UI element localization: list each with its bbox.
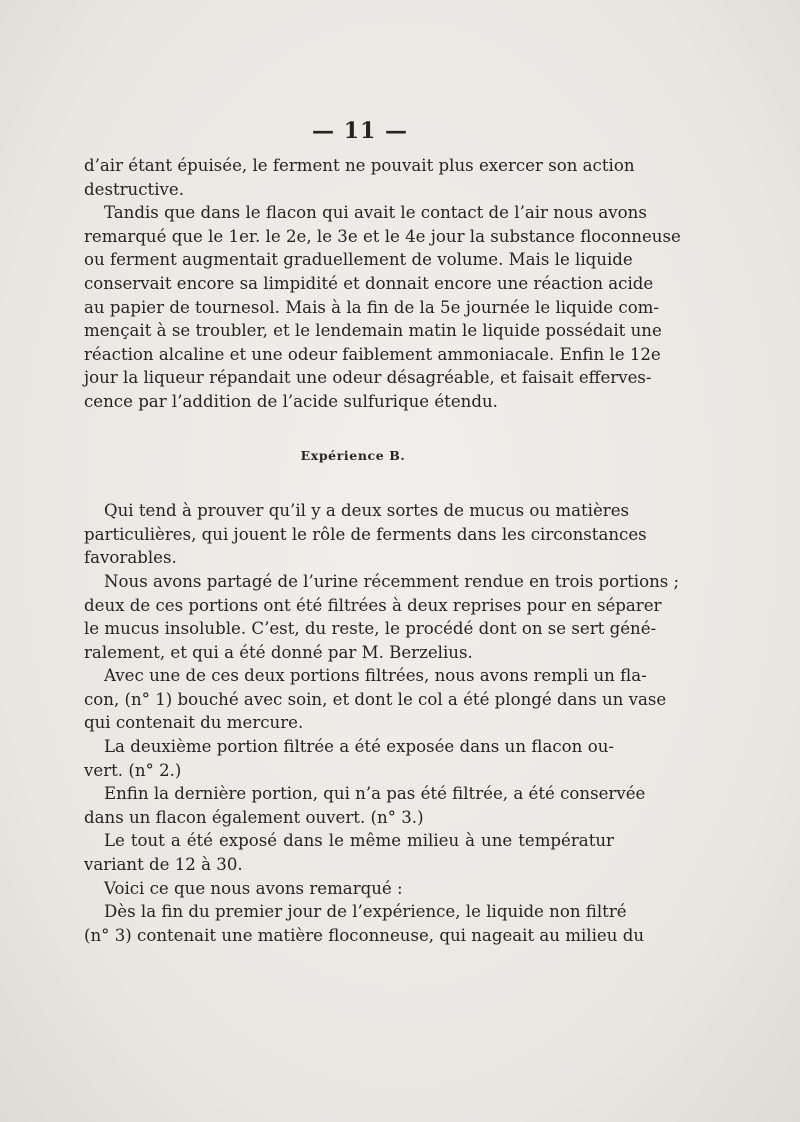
paragraph — [84, 782, 646, 829]
text-line: réaction alcaline et une odeur faiblement ammoniacale. Enfin le 12e — [84, 344, 661, 364]
text-line: Tandis que dans le flacon qui avait le contact de l’air nous avons — [104, 203, 647, 223]
body-text — [84, 154, 681, 947]
text-line: remarqué que le 1er. le 2e, le 3e et le 4e jour la substance floconneuse — [84, 226, 681, 246]
text-line: ralement, et qui a été donné par M. Berzelius. — [84, 642, 473, 662]
paragraph — [84, 201, 681, 413]
text-line: destructive. — [84, 179, 184, 199]
paragraph — [84, 499, 647, 570]
paragraph — [84, 570, 680, 664]
page-number: — 11 — — [312, 118, 408, 144]
text-line: con, (n° 1) bouché avec soin, et dont le col a été plongé dans un vase — [84, 689, 667, 709]
text-line: d’air étant épuisée, le ferment ne pouvait plus exercer son action — [84, 156, 635, 175]
text-line: dans un flacon également ouvert. (n° 3.) — [84, 807, 424, 827]
text-line: Voici ce que nous avons remarqué : — [104, 878, 403, 898]
text-line: jour la liqueur répandait une odeur désagréable, et faisait efferves- — [84, 368, 652, 388]
text-line: variant de 12 à 30. — [84, 855, 243, 875]
paragraph — [84, 735, 614, 782]
text-line: vert. (n° 2.) — [84, 760, 182, 780]
text-line: Nous avons partagé de l’urine récemment rendue en trois portions ; — [104, 571, 680, 591]
text-line: au papier de tournesol. Mais à la fin de la 5e journée le liquide com- — [84, 297, 660, 317]
text-line: conservait encore sa limpidité et donnait encore une réaction acide — [84, 273, 654, 293]
text-line: (n° 3) contenait une matière floconneuse, qui nageait au milieu du — [84, 925, 645, 945]
text-line: Avec une de ces deux portions filtrées, nous avons rempli un fla- — [104, 666, 647, 686]
paragraph — [84, 900, 645, 947]
spacer — [84, 414, 614, 444]
text-line: Dès la fin du premier jour de l’expérience, le liquide non filtré — [104, 902, 627, 922]
text-line: favorables. — [84, 548, 177, 568]
spacer — [84, 467, 614, 499]
paragraph — [84, 154, 635, 201]
text-line: le mucus insoluble. C’est, du reste, le procédé dont on se sert géné- — [84, 619, 657, 639]
paragraph — [84, 877, 614, 901]
paragraph — [84, 829, 614, 876]
text-line: deux de ces portions ont été filtrées à deux reprises pour en séparer — [84, 595, 662, 615]
text-line: Enfin la dernière portion, qui n’a pas été filtrée, a été conservée — [104, 784, 646, 804]
text-line: ou ferment augmentait graduellement de volume. Mais le liquide — [84, 250, 633, 270]
text-line: particulières, qui jouent le rôle de ferments dans les circonstances — [84, 524, 647, 544]
text-line: mençait à se troubler, et le lendemain matin le liquide possédait une — [84, 321, 662, 341]
paragraph — [84, 664, 667, 735]
section-heading: Expérience B. — [300, 447, 406, 463]
text-line: cence par l’addition de l’acide sulfurique étendu. — [84, 391, 498, 411]
text-line: Qui tend à prouver qu’il y a deux sortes de mucus ou matières — [104, 501, 630, 521]
text-line: Le tout a été exposé dans le même milieu à une températur — [104, 831, 614, 851]
text-line: qui contenait du mercure. — [84, 713, 304, 733]
text-line: La deuxième portion filtrée a été exposée dans un flacon ou- — [104, 737, 614, 757]
